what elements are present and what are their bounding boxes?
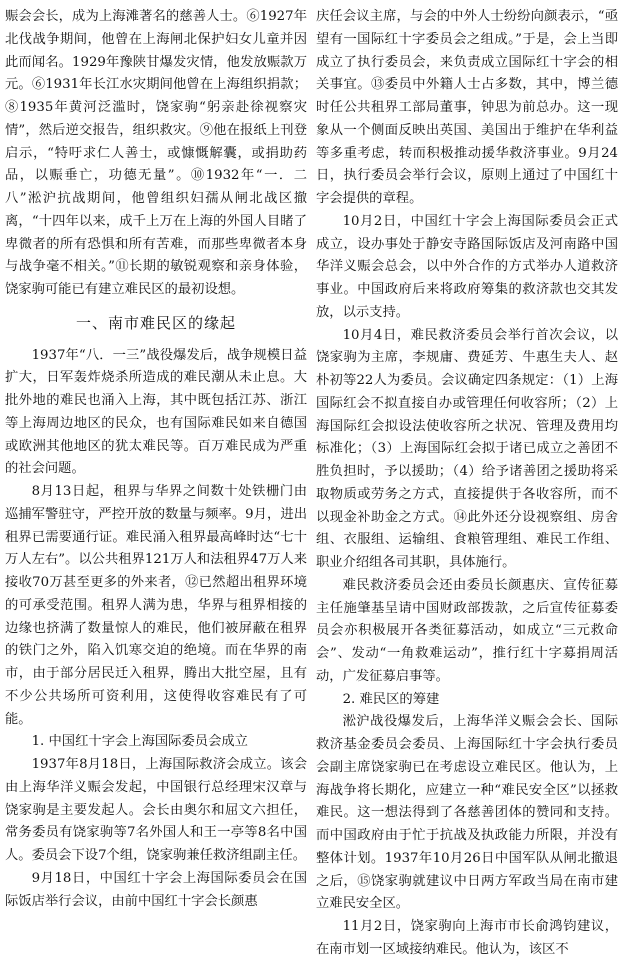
subsection-title: 2. 难民区的筹建 <box>342 691 440 707</box>
paragraph: 8月13日起，租界与华界之间数十处铁栅门由巡捕军警驻守，严控开放的数量与频率。9月，进出租界已需要通行证。难民涌入租界最高峰时达“七十万人左右”。以公共租界121万人和法租界47万人来接收70万甚至更多的外来者，⑫已然超出租界环境的可承受范围。租界人满为患，华界与租界相接的边缘也挤满了数量惊人的难民，他们被屏蔽在租界的铁门之外，陷入饥寒交迫的绝境。而在华界的南市，由于部分居民迁入租界，腾出大批空屋，且有不少公共场所可资利用，这使得收容难民有了可能。 <box>5 484 307 727</box>
paragraph: 庆任会议主席，与会的中外人士纷纷向颜表示，“亟望有一国际红十字委员会之组成。”于是，会上当即成立了执行委员会，来负责成立国际红十字会的相关事宜。⑬委员中外籍人士占多数，其中，博兰德时任公共租界工部局董事，钟思为前总办。这一现象从一个侧面反映出英国、美国出于维护在华利益等多重考虑，转而积极推动援华救济事业。9月24日，执行委员会举行会议，原则上通过了中国红十字会提供的章程。 <box>316 9 618 206</box>
paragraph: 1937年8月18日，上海国际救济会成立。该会由上海华洋义赈会发起，中国银行总经理宋汉章与饶家驹是主要发起人。会长由奥尔和屈文六担任，常务委员有饶家驹等7名外国人和王一亭等8名中国人。委员会下设7个组，饶家驹兼任救济组副主任。 <box>5 757 307 863</box>
paragraph: 赈会会长，成为上海滩著名的慈善人士。⑥1927年北伐战争期间，他曾在上海闸北保护妇女儿童并因此而闻名。1929年豫陕甘爆发灾情，他发放赈款万元。⑥1931年长江水灾期间他曾在上海组织捐款；⑧1935年黄河泛滥时，饶家驹“躬亲赴徐视察灾情”，然后逆交报告，组织救灾。⑨他在报纸上刊登启示，“特吁求仁人善士，或慷慨解囊，或捐助药品，以赈垂亡，功德无量”。⑩1932年“一．二八”淞沪抗战期间，他曾组织妇孺从闸北战区撤离，“十四年以来，成千上万在上海的外国人目睹了卑微者的所有恐惧和所有苦难，而那些卑微者本身与战争毫不相关。”⑪长期的敏锐观察和亲身体验，饶家驹可能已有建立难民区的最初设想。 <box>5 9 307 297</box>
paragraph: 10月4日，难民救济委员会举行首次会议，以饶家驹为主席，李规庸、费延芳、牛惠生夫人、赵朴初等22人为委员。会议确定四条规定：（1）上海国际红会不拟直接自办或管理任何收容所；（2）上海国际红会拟设法使收容所之状况、管理及费用均标准化；（3）上海国际红会拟于诸已成立之善团不胜负担时，予以援助；（4）给予诸善团之援助将采取物质或劳务之方式，直接提供于各收容所，而不以现金补助金之方式。⑭此外还分设视察组、房舍组、衣服组、运输组、食粮管理组、难民工作组、职业介绍组各司其职，具体施行。 <box>316 327 618 570</box>
subsection-title: 1. 中国红十字会上海国际委员会成立 <box>31 734 248 750</box>
paragraph: 10月2日，中国红十字会上海国际委员会正式成立，设办事处于静安寺路国际饭店及河南路中国华洋义赈会总会，以中外合作的方式举办人道救济事业。中国政府后来将政府筹集的救济款也交其发放，以示支持。 <box>316 213 618 320</box>
paragraph: 淞沪战役爆发后，上海华洋义赈会会长、国际救济基金委员会委员、上海国际红十字会执行委员会副主席饶家驹已在考虑设立难民区。他认为，上海战争将长期化，应建立一种“难民安全区”以拯救难民。这一想法得到了各慈善团体的赞同和支持。而中国政府由于忙于抗战及执政能力所限，并没有整体计划。1937年10月26日中国军队从闸北撤退之后，⑮饶家驹就建议中日两方军政当局在南市建立难民安全区。 <box>316 714 618 912</box>
paragraph: 1937年“八．一三”战役爆发后，战争规模日益扩大，日军轰炸烧杀所造成的难民潮从未止息。大批外地的难民也涌入上海，其中既包括江苏、浙江等上海周边地区的民众，也有国际难民如来自德国或欧洲其他地区的犹太难民等。百万难民成为严重的社会问题。 <box>5 347 307 477</box>
right-column <box>316 6 618 957</box>
paragraph: 9月18日，中国红十字会上海国际委员会在国际饭店举行会议，由前中国红十字会长颜惠 <box>5 870 307 909</box>
left-column <box>5 6 307 909</box>
section-title: 一、南市难民区的缘起 <box>75 313 236 332</box>
paragraph: 难民救济委员会还由委员长颜惠庆、宣传征募主任施肇基呈请中国财政部拨款，之后宣传征募委员会亦积极展开各类征募活动，如成立“三元救命会”、发动“一角救难运动”，推行红十字募捐周活动，广发征募启事等。 <box>316 577 618 684</box>
paragraph: 11月2日，饶家驹向上海市市长俞鸿钧建议，在南市划一区域接纳难民。他认为，该区不 <box>316 919 618 957</box>
